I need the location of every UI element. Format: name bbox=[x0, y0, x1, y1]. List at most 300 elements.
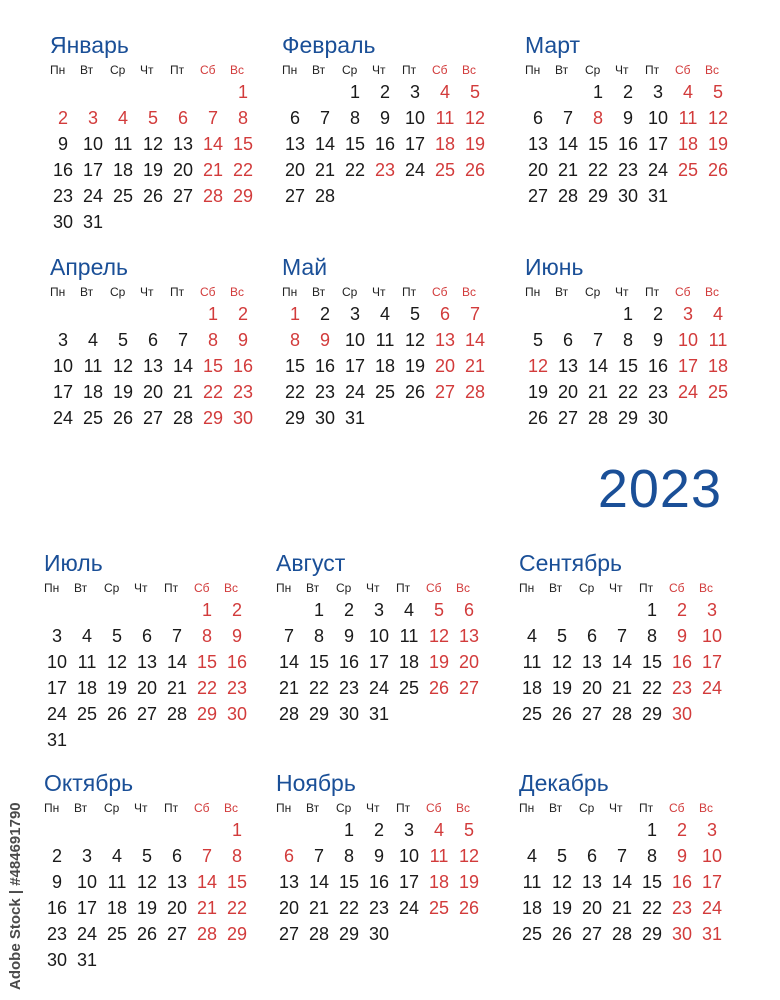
day-cell: 3 bbox=[349, 304, 360, 324]
day-cell: 27 bbox=[166, 924, 188, 944]
weekday-header: Ср bbox=[585, 285, 601, 299]
day-cell: 2 bbox=[57, 108, 68, 128]
day-cell: 26 bbox=[551, 924, 573, 944]
day-cell: 17 bbox=[647, 134, 669, 154]
empty-cell bbox=[104, 817, 130, 843]
day-cell: 2 bbox=[231, 600, 242, 620]
empty-cell bbox=[110, 301, 136, 327]
day-cell: 1 bbox=[646, 820, 657, 840]
day-cell: 9 bbox=[57, 134, 68, 154]
weekday-header: Вс bbox=[705, 285, 720, 299]
day-cell: 22 bbox=[308, 678, 330, 698]
day-cell: 6 bbox=[289, 108, 300, 128]
year-title: 2023 bbox=[597, 459, 722, 519]
day-cell: 16 bbox=[52, 160, 74, 180]
day-cell: 6 bbox=[439, 304, 450, 324]
day-cell: 5 bbox=[147, 108, 158, 128]
weekday-header: Сб bbox=[194, 581, 210, 595]
weekday-header: Пн bbox=[44, 581, 60, 595]
day-cell: 7 bbox=[562, 108, 573, 128]
weekday-header: Пн bbox=[50, 285, 66, 299]
day-cell: 28 bbox=[587, 408, 609, 428]
day-cell: 10 bbox=[398, 846, 420, 866]
day-cell: 22 bbox=[232, 160, 254, 180]
day-cell: 3 bbox=[87, 108, 98, 128]
day-cell: 28 bbox=[166, 704, 188, 724]
day-cell: 18 bbox=[76, 678, 98, 698]
weekday-header: Пт bbox=[170, 285, 185, 299]
day-cell: 3 bbox=[706, 820, 717, 840]
day-cell: 10 bbox=[82, 134, 104, 154]
day-cell: 2 bbox=[373, 820, 384, 840]
stock-id-label: Adobe Stock | #484691790 bbox=[7, 802, 24, 990]
day-cell: 22 bbox=[338, 898, 360, 918]
weekday-header: Вс bbox=[699, 581, 714, 595]
day-cell: 9 bbox=[676, 846, 687, 866]
day-cell: 8 bbox=[622, 330, 633, 350]
day-cell: 20 bbox=[581, 678, 603, 698]
day-cell: 4 bbox=[117, 108, 128, 128]
day-cell: 7 bbox=[319, 108, 330, 128]
weekday-header: Вс bbox=[699, 801, 714, 815]
day-cell: 10 bbox=[46, 652, 68, 672]
weekday-header: Вт bbox=[549, 801, 563, 815]
day-cell: 30 bbox=[617, 186, 639, 206]
day-cell: 23 bbox=[671, 898, 693, 918]
empty-cell bbox=[579, 597, 605, 623]
day-cell: 14 bbox=[611, 872, 633, 892]
day-cell: 6 bbox=[177, 108, 188, 128]
day-cell: 8 bbox=[237, 108, 248, 128]
weekday-header: Пт bbox=[170, 63, 185, 77]
weekday-header: Ср bbox=[110, 63, 126, 77]
month-block bbox=[50, 252, 270, 431]
weekday-header: Пт bbox=[164, 581, 179, 595]
day-cell: 27 bbox=[527, 186, 549, 206]
day-cell: 5 bbox=[463, 820, 474, 840]
day-cell: 15 bbox=[202, 356, 224, 376]
day-cell: 16 bbox=[368, 872, 390, 892]
day-cell: 20 bbox=[434, 356, 456, 376]
weekday-header: Вс bbox=[462, 285, 477, 299]
day-cell: 23 bbox=[368, 898, 390, 918]
day-cell: 8 bbox=[343, 846, 354, 866]
weekday-header: Вс bbox=[230, 63, 245, 77]
month-grid bbox=[276, 579, 496, 727]
empty-cell bbox=[585, 301, 611, 327]
weekday-header: Сб bbox=[669, 581, 685, 595]
day-cell: 26 bbox=[527, 408, 549, 428]
weekday-header: Вт bbox=[306, 801, 320, 815]
day-cell: 7 bbox=[592, 330, 603, 350]
empty-cell bbox=[134, 817, 160, 843]
day-cell: 24 bbox=[701, 898, 723, 918]
day-cell: 13 bbox=[581, 652, 603, 672]
day-cell: 25 bbox=[428, 898, 450, 918]
day-cell: 19 bbox=[551, 678, 573, 698]
day-cell: 26 bbox=[551, 704, 573, 724]
day-cell: 27 bbox=[142, 408, 164, 428]
day-cell: 18 bbox=[112, 160, 134, 180]
day-cell: 6 bbox=[463, 600, 474, 620]
day-cell: 5 bbox=[556, 626, 567, 646]
day-cell: 9 bbox=[319, 330, 330, 350]
weekday-header: Сб bbox=[669, 801, 685, 815]
day-cell: 11 bbox=[83, 356, 103, 376]
day-cell: 22 bbox=[202, 382, 224, 402]
day-cell: 2 bbox=[343, 600, 354, 620]
empty-cell bbox=[140, 79, 166, 105]
day-cell: 14 bbox=[172, 356, 194, 376]
day-cell: 14 bbox=[587, 356, 609, 376]
day-cell: 25 bbox=[112, 186, 134, 206]
day-cell: 5 bbox=[712, 82, 723, 102]
day-cell: 14 bbox=[464, 330, 486, 350]
day-cell: 29 bbox=[226, 924, 248, 944]
day-cell: 30 bbox=[671, 704, 693, 724]
day-cell: 14 bbox=[611, 652, 633, 672]
day-cell: 20 bbox=[581, 898, 603, 918]
day-cell: 1 bbox=[349, 82, 360, 102]
day-cell: 10 bbox=[677, 330, 699, 350]
day-cell: 9 bbox=[676, 626, 687, 646]
day-cell: 16 bbox=[46, 898, 68, 918]
day-cell: 26 bbox=[112, 408, 134, 428]
empty-cell bbox=[525, 301, 551, 327]
day-cell: 1 bbox=[646, 600, 657, 620]
day-cell: 20 bbox=[278, 898, 300, 918]
day-cell: 10 bbox=[647, 108, 669, 128]
day-cell: 18 bbox=[677, 134, 699, 154]
day-cell: 6 bbox=[141, 626, 152, 646]
empty-cell bbox=[276, 597, 302, 623]
weekday-header: Сб bbox=[194, 801, 210, 815]
weekday-header: Вт bbox=[306, 581, 320, 595]
weekday-header: Пт bbox=[645, 285, 660, 299]
empty-cell bbox=[306, 817, 332, 843]
month-name: Август bbox=[276, 550, 346, 576]
day-cell: 23 bbox=[232, 382, 254, 402]
day-cell: 16 bbox=[647, 356, 669, 376]
weekday-header: Чт bbox=[615, 285, 629, 299]
day-cell: 25 bbox=[82, 408, 104, 428]
day-cell: 19 bbox=[527, 382, 549, 402]
month-name: Сентябрь bbox=[519, 550, 623, 576]
day-cell: 3 bbox=[57, 330, 68, 350]
month-grid bbox=[525, 61, 745, 209]
day-cell: 8 bbox=[201, 626, 212, 646]
weekday-header: Ср bbox=[104, 801, 120, 815]
day-cell: 14 bbox=[314, 134, 336, 154]
month-name: Декабрь bbox=[519, 770, 609, 796]
day-cell: 1 bbox=[313, 600, 324, 620]
day-cell: 17 bbox=[404, 134, 426, 154]
weekday-header: Чт bbox=[372, 285, 386, 299]
day-cell: 28 bbox=[196, 924, 218, 944]
day-cell: 30 bbox=[52, 212, 74, 232]
weekday-header: Ср bbox=[579, 581, 595, 595]
weekday-header: Пт bbox=[639, 801, 654, 815]
month-grid bbox=[282, 61, 502, 209]
day-cell: 19 bbox=[112, 382, 134, 402]
weekday-header: Ср bbox=[336, 581, 352, 595]
day-cell: 28 bbox=[202, 186, 224, 206]
day-cell: 1 bbox=[592, 82, 603, 102]
weekday-header: Пт bbox=[402, 63, 417, 77]
weekday-header: Пн bbox=[525, 63, 541, 77]
day-cell: 5 bbox=[433, 600, 444, 620]
weekday-header: Пн bbox=[50, 63, 66, 77]
weekday-header: Ср bbox=[104, 581, 120, 595]
day-cell: 11 bbox=[429, 846, 449, 866]
day-cell: 7 bbox=[177, 330, 188, 350]
day-cell: 16 bbox=[226, 652, 248, 672]
empty-cell bbox=[519, 817, 545, 843]
empty-cell bbox=[579, 817, 605, 843]
empty-cell bbox=[276, 817, 302, 843]
day-cell: 20 bbox=[172, 160, 194, 180]
day-cell: 11 bbox=[77, 652, 97, 672]
day-cell: 4 bbox=[682, 82, 693, 102]
day-cell: 3 bbox=[652, 82, 663, 102]
day-cell: 8 bbox=[349, 108, 360, 128]
day-cell: 6 bbox=[532, 108, 543, 128]
day-cell: 10 bbox=[344, 330, 366, 350]
day-cell: 11 bbox=[678, 108, 698, 128]
month-block bbox=[525, 30, 745, 209]
day-cell: 12 bbox=[464, 108, 486, 128]
day-cell: 22 bbox=[344, 160, 366, 180]
day-cell: 9 bbox=[379, 108, 390, 128]
empty-cell bbox=[609, 597, 635, 623]
day-cell: 12 bbox=[551, 652, 573, 672]
day-cell: 28 bbox=[308, 924, 330, 944]
day-cell: 27 bbox=[557, 408, 579, 428]
empty-cell bbox=[164, 597, 190, 623]
day-cell: 29 bbox=[232, 186, 254, 206]
day-cell: 16 bbox=[338, 652, 360, 672]
month-grid bbox=[276, 799, 496, 947]
day-cell: 3 bbox=[409, 82, 420, 102]
day-cell: 15 bbox=[641, 872, 663, 892]
weekday-header: Вт bbox=[555, 285, 569, 299]
day-cell: 23 bbox=[338, 678, 360, 698]
month-name: Октябрь bbox=[44, 770, 134, 796]
day-cell: 1 bbox=[237, 82, 248, 102]
day-cell: 24 bbox=[368, 678, 390, 698]
day-cell: 31 bbox=[701, 924, 723, 944]
month-grid bbox=[44, 799, 264, 973]
day-cell: 9 bbox=[652, 330, 663, 350]
month-block bbox=[282, 30, 502, 209]
day-cell: 23 bbox=[52, 186, 74, 206]
weekday-header: Пн bbox=[282, 63, 298, 77]
day-cell: 18 bbox=[82, 382, 104, 402]
day-cell: 25 bbox=[521, 704, 543, 724]
day-cell: 3 bbox=[373, 600, 384, 620]
empty-cell bbox=[50, 301, 76, 327]
day-cell: 21 bbox=[308, 898, 330, 918]
day-cell: 17 bbox=[76, 898, 98, 918]
day-cell: 24 bbox=[647, 160, 669, 180]
day-cell: 12 bbox=[404, 330, 426, 350]
empty-cell bbox=[164, 817, 190, 843]
day-cell: 11 bbox=[113, 134, 133, 154]
day-cell: 26 bbox=[142, 186, 164, 206]
weekday-header: Чт bbox=[140, 63, 154, 77]
day-cell: 13 bbox=[527, 134, 549, 154]
day-cell: 29 bbox=[587, 186, 609, 206]
day-cell: 23 bbox=[226, 678, 248, 698]
day-cell: 5 bbox=[469, 82, 480, 102]
day-cell: 23 bbox=[671, 678, 693, 698]
weekday-header: Сб bbox=[432, 63, 448, 77]
day-cell: 4 bbox=[526, 626, 537, 646]
day-cell: 24 bbox=[701, 678, 723, 698]
day-cell: 19 bbox=[458, 872, 480, 892]
month-block bbox=[282, 252, 502, 431]
day-cell: 10 bbox=[404, 108, 426, 128]
month-name: Январь bbox=[50, 32, 129, 58]
day-cell: 5 bbox=[532, 330, 543, 350]
day-cell: 15 bbox=[587, 134, 609, 154]
weekday-header: Пн bbox=[519, 801, 535, 815]
day-cell: 20 bbox=[142, 382, 164, 402]
day-cell: 9 bbox=[51, 872, 62, 892]
day-cell: 20 bbox=[458, 652, 480, 672]
day-cell: 5 bbox=[556, 846, 567, 866]
day-cell: 31 bbox=[344, 408, 366, 428]
weekday-header: Ср bbox=[336, 801, 352, 815]
weekday-header: Чт bbox=[372, 63, 386, 77]
weekday-header: Чт bbox=[366, 581, 380, 595]
weekday-header: Пт bbox=[645, 63, 660, 77]
day-cell: 4 bbox=[111, 846, 122, 866]
day-cell: 16 bbox=[617, 134, 639, 154]
day-cell: 13 bbox=[434, 330, 456, 350]
day-cell: 18 bbox=[106, 898, 128, 918]
weekday-header: Вт bbox=[555, 63, 569, 77]
month-name: Май bbox=[282, 254, 328, 280]
day-cell: 12 bbox=[142, 134, 164, 154]
weekday-header: Пт bbox=[402, 285, 417, 299]
day-cell: 31 bbox=[82, 212, 104, 232]
day-cell: 19 bbox=[551, 898, 573, 918]
day-cell: 26 bbox=[106, 704, 128, 724]
day-cell: 10 bbox=[52, 356, 74, 376]
month-block bbox=[50, 30, 270, 235]
day-cell: 28 bbox=[611, 924, 633, 944]
day-cell: 7 bbox=[616, 846, 627, 866]
day-cell: 30 bbox=[671, 924, 693, 944]
day-cell: 5 bbox=[117, 330, 128, 350]
day-cell: 6 bbox=[562, 330, 573, 350]
day-cell: 14 bbox=[166, 652, 188, 672]
day-cell: 7 bbox=[313, 846, 324, 866]
weekday-header: Вс bbox=[462, 63, 477, 77]
empty-cell bbox=[110, 79, 136, 105]
day-cell: 28 bbox=[464, 382, 486, 402]
day-cell: 22 bbox=[284, 382, 306, 402]
empty-cell bbox=[194, 817, 220, 843]
empty-cell bbox=[170, 79, 196, 105]
day-cell: 21 bbox=[172, 382, 194, 402]
empty-cell bbox=[549, 597, 575, 623]
day-cell: 11 bbox=[399, 626, 419, 646]
day-cell: 4 bbox=[379, 304, 390, 324]
day-cell: 22 bbox=[617, 382, 639, 402]
day-cell: 31 bbox=[76, 950, 98, 970]
day-cell: 25 bbox=[521, 924, 543, 944]
day-cell: 7 bbox=[469, 304, 480, 324]
day-cell: 6 bbox=[171, 846, 182, 866]
weekday-header: Чт bbox=[134, 801, 148, 815]
day-cell: 19 bbox=[428, 652, 450, 672]
empty-cell bbox=[140, 301, 166, 327]
month-block bbox=[519, 548, 739, 727]
day-cell: 2 bbox=[652, 304, 663, 324]
day-cell: 6 bbox=[586, 846, 597, 866]
day-cell: 27 bbox=[136, 704, 158, 724]
day-cell: 21 bbox=[196, 898, 218, 918]
weekday-header: Пт bbox=[164, 801, 179, 815]
day-cell: 26 bbox=[458, 898, 480, 918]
weekday-header: Вт bbox=[312, 285, 326, 299]
day-cell: 10 bbox=[368, 626, 390, 646]
day-cell: 21 bbox=[611, 898, 633, 918]
day-cell: 17 bbox=[701, 872, 723, 892]
day-cell: 4 bbox=[403, 600, 414, 620]
day-cell: 12 bbox=[428, 626, 450, 646]
weekday-header: Сб bbox=[426, 581, 442, 595]
empty-cell bbox=[525, 79, 551, 105]
day-cell: 26 bbox=[464, 160, 486, 180]
day-cell: 3 bbox=[682, 304, 693, 324]
day-cell: 18 bbox=[434, 134, 456, 154]
day-cell: 13 bbox=[458, 626, 480, 646]
day-cell: 13 bbox=[142, 356, 164, 376]
day-cell: 26 bbox=[428, 678, 450, 698]
day-cell: 24 bbox=[344, 382, 366, 402]
weekday-header: Ср bbox=[585, 63, 601, 77]
day-cell: 12 bbox=[112, 356, 134, 376]
day-cell: 8 bbox=[289, 330, 300, 350]
day-cell: 9 bbox=[373, 846, 384, 866]
day-cell: 25 bbox=[374, 382, 396, 402]
day-cell: 23 bbox=[46, 924, 68, 944]
weekday-header: Сб bbox=[426, 801, 442, 815]
day-cell: 19 bbox=[136, 898, 158, 918]
day-cell: 27 bbox=[172, 186, 194, 206]
day-cell: 17 bbox=[52, 382, 74, 402]
day-cell: 24 bbox=[677, 382, 699, 402]
day-cell: 5 bbox=[409, 304, 420, 324]
weekday-header: Вт bbox=[74, 801, 88, 815]
day-cell: 4 bbox=[87, 330, 98, 350]
weekday-header: Пт bbox=[396, 801, 411, 815]
month-grid bbox=[282, 283, 502, 431]
month-grid bbox=[519, 579, 739, 727]
weekday-header: Вс bbox=[224, 581, 239, 595]
day-cell: 28 bbox=[314, 186, 336, 206]
day-cell: 20 bbox=[136, 678, 158, 698]
day-cell: 22 bbox=[587, 160, 609, 180]
day-cell: 15 bbox=[232, 134, 254, 154]
day-cell: 16 bbox=[671, 872, 693, 892]
day-cell: 10 bbox=[701, 626, 723, 646]
day-cell: 18 bbox=[374, 356, 396, 376]
day-cell: 6 bbox=[283, 846, 294, 866]
